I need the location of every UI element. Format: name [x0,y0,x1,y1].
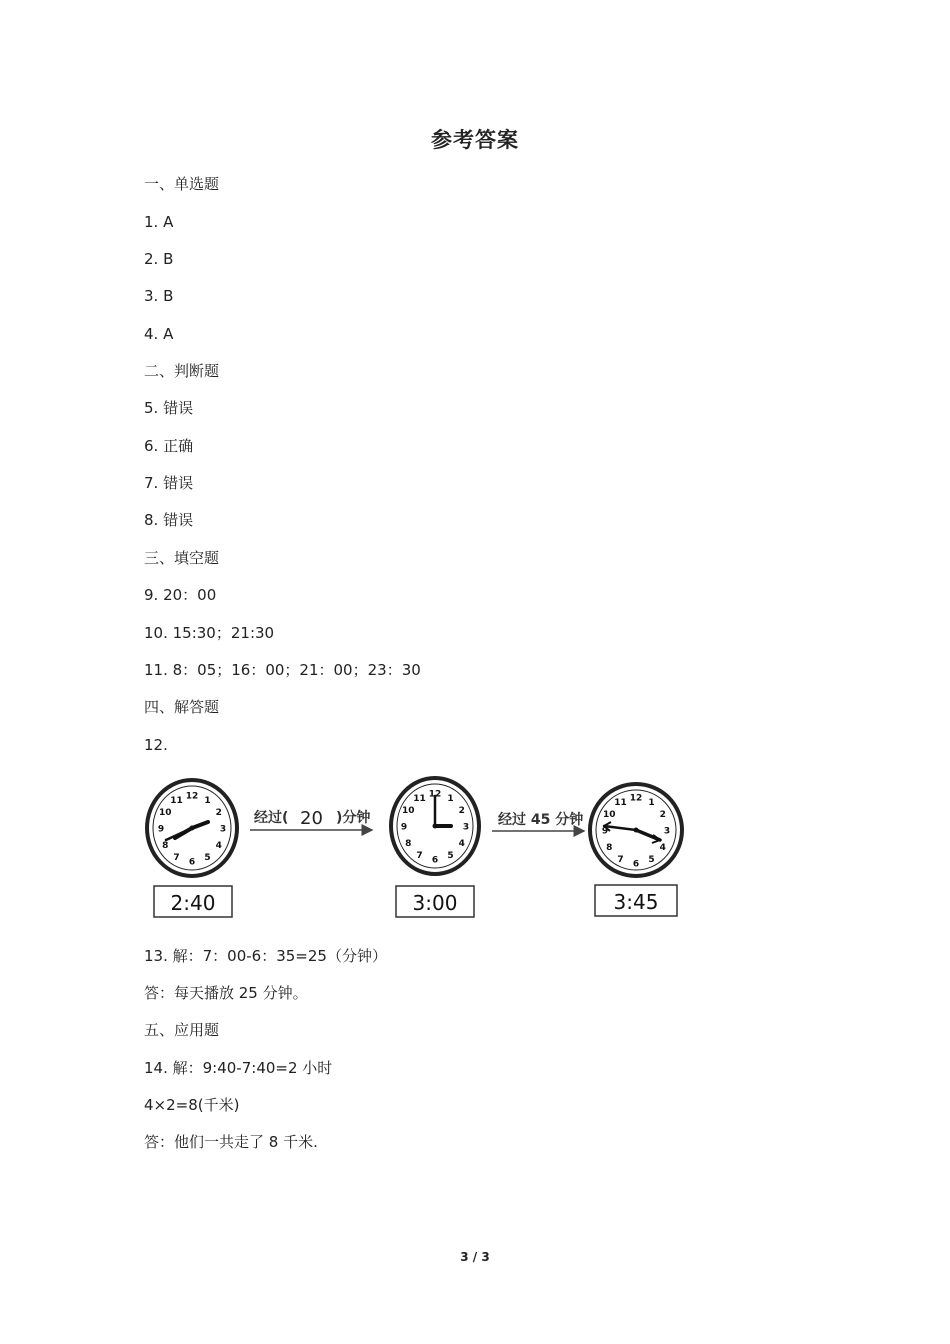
answer-line-11: 11. 8：05；16：00；21：00；23：30 [144,661,421,679]
clock-numeral: 3 [219,824,227,835]
clock-numeral: 11 [413,793,426,804]
clock-numeral: 6 [431,855,439,866]
clock-numeral: 1 [648,797,655,808]
answer-line-1: 1. A [144,213,174,231]
answer-line-9: 9. 20：00 [144,586,217,604]
clock-numeral: 1 [204,795,211,806]
clock-numeral: 5 [648,855,655,866]
time-box-2 [396,886,474,917]
clock-numeral: 4 [458,839,465,849]
clock-numeral: 11 [170,795,183,806]
time-2: 3:00 [412,891,458,915]
clock-numeral: 3 [663,826,671,837]
answer-line-13: 13. 解：7：00-6：35=25（分钟） [144,947,387,965]
clock-numeral: 11 [614,797,627,808]
time-box-3 [595,885,677,916]
clock-numeral: 10 [158,808,172,818]
arrow-2-label: 经过 45 分钟 [498,812,584,828]
clock-center [634,828,639,833]
arrow-2 [492,811,584,831]
answer-line-7: 7. 错误 [144,474,194,492]
clock-numeral: 6 [188,857,196,868]
clock-numeral: 9 [400,822,408,833]
arrow-1-label-pre: 经过( [254,810,289,826]
answer-line-14-calc: 4×2=8(千米) [144,1096,240,1114]
time-1: 2:40 [170,891,216,915]
clock-center [433,824,438,829]
clock-numeral: 10 [401,806,415,816]
clock-figure [140,770,700,920]
answer-line-13-conclusion: 答：每天播放 25 分钟。 [144,984,308,1002]
clock-numeral: 4 [659,843,666,853]
clock-numeral: 12 [629,793,643,804]
clock-center [190,826,195,831]
clock-numeral: 5 [447,851,454,862]
clock-numeral: 7 [173,853,180,864]
clock-numeral: 9 [157,824,165,835]
answer-line-10: 10. 15:30；21:30 [144,624,275,642]
clock-numeral: 2 [458,806,465,816]
answer-line-8: 8. 错误 [144,511,194,529]
answer-line-12: 12. [144,736,168,754]
clock-2 [391,778,479,874]
clock-numeral: 5 [204,853,211,864]
time-box-1 [154,886,232,917]
page-title: 参考答案 [431,128,519,152]
clock-numeral: 4 [215,841,222,851]
section-heading-fill-blank: 三、填空题 [144,549,220,567]
section-heading-true-false: 二、判断题 [144,362,220,380]
clock-1 [147,780,237,876]
arrow-1 [250,808,372,830]
page-number: 3 / 3 [460,1250,490,1264]
answer-line-3: 3. B [144,287,174,305]
answer-line-2: 2. B [144,250,174,268]
answer-line-6: 6. 正确 [144,437,194,455]
arrow-1-label-post: )分钟 [336,810,371,826]
answer-line-14-conclusion: 答：他们一共走了 8 千米. [144,1133,318,1151]
answer-line-14: 14. 解：9:40-7:40=2 小时 [144,1059,333,1077]
section-heading-application: 五、应用题 [144,1021,220,1039]
clock-numeral: 2 [215,808,222,818]
clock-numeral: 1 [447,793,454,804]
clock-numeral: 8 [606,843,613,853]
clock-numeral: 2 [659,810,666,820]
clock-numeral: 3 [462,822,470,833]
clock-3 [590,784,682,876]
section-heading-single-choice: 一、单选题 [144,175,220,193]
clock-numeral: 6 [632,859,640,870]
clock-numeral: 7 [416,851,423,862]
clock-numeral: 8 [162,841,169,851]
clock-numeral: 9 [601,826,609,837]
arrow-1-answer: 20 [300,808,323,829]
section-heading-solve: 四、解答题 [144,698,220,716]
time-3: 3:45 [613,890,659,914]
clock-numeral: 10 [602,810,616,820]
clock-numeral: 12 [185,791,199,802]
clock-numeral: 12 [428,789,442,800]
answer-line-5: 5. 错误 [144,399,194,417]
clock-numeral: 8 [405,839,412,849]
answer-line-4: 4. A [144,325,174,343]
clock-numeral: 7 [617,855,624,866]
